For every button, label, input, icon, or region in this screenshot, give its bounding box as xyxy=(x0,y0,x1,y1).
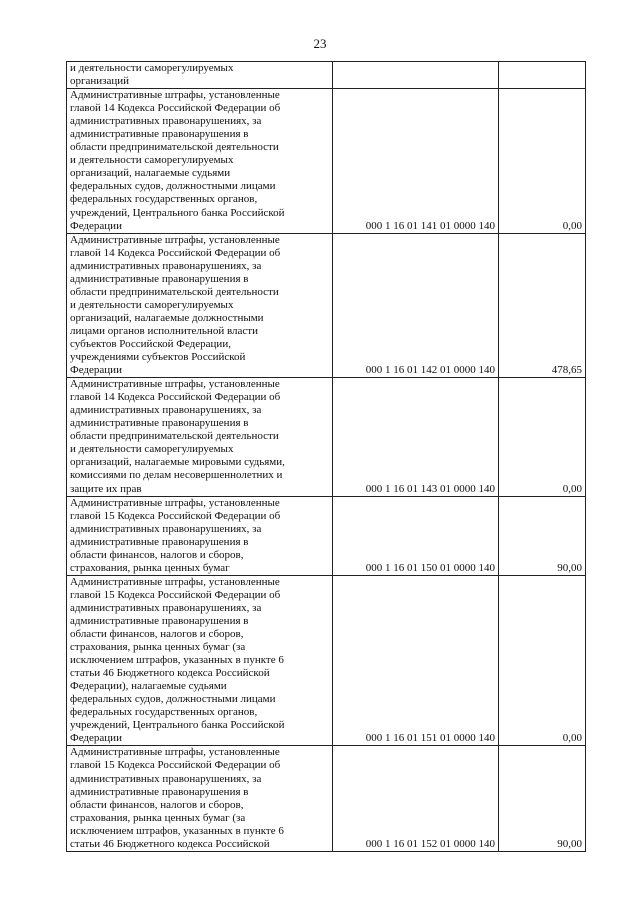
description-line: Административные штрафы, установленные xyxy=(70,89,280,102)
description-line: административных правонарушениях, за xyxy=(70,772,262,785)
description-line: главой 15 Кодекса Российской Федерации об xyxy=(70,588,281,601)
description-line: страхования, рынка ценных бумаг (за xyxy=(70,811,246,824)
description-line: административных правонарушениях, за xyxy=(70,259,262,272)
description-line: и деятельности саморегулируемых xyxy=(70,298,234,311)
table-row xyxy=(67,746,586,851)
cell-budget-code: 000 1 16 01 142 01 0000 140 xyxy=(333,233,499,378)
description-line: административных правонарушениях, за xyxy=(70,601,262,614)
description-line: учреждениями субъектов Российской xyxy=(70,351,246,364)
description-line: федеральных судов, должностными лицами xyxy=(70,180,276,193)
cell-description xyxy=(67,575,333,746)
description-line: статьи 46 Бюджетного кодекса Российской xyxy=(70,667,270,680)
table-row xyxy=(67,496,586,575)
description-line: административные правонарушения в xyxy=(70,614,249,627)
table-row xyxy=(67,575,586,746)
table-row xyxy=(67,62,586,89)
description-line: федеральных государственных органов, xyxy=(70,706,258,719)
cell-description xyxy=(67,378,333,496)
description-line: административные правонарушения в xyxy=(70,417,249,430)
description-line: административных правонарушениях, за xyxy=(70,115,262,128)
description-line: федеральных государственных органов, xyxy=(70,193,258,206)
cell-budget-code: 000 1 16 01 152 01 0000 140 xyxy=(333,746,499,851)
description-line: административные правонарушения в xyxy=(70,128,249,141)
description-line: области финансов, налогов и сборов, xyxy=(70,628,244,641)
description-line: Федерации xyxy=(70,732,122,745)
description-line: административные правонарушения в xyxy=(70,785,249,798)
description-line: организаций, налагаемые судьями xyxy=(70,167,231,180)
table-body xyxy=(67,62,586,852)
description-line: главой 14 Кодекса Российской Федерации об xyxy=(70,246,281,259)
description-line: лицами органов исполнительной власти xyxy=(70,324,258,337)
description-line: учреждений, Центрального банка Российской xyxy=(70,719,285,732)
description-line: Административные штрафы, установленные xyxy=(70,378,280,391)
description-line: статьи 46 Бюджетного кодекса Российской xyxy=(70,837,270,850)
description-line: учреждений, Центрального банка Российской xyxy=(70,206,285,219)
cell-amount xyxy=(499,62,586,89)
description-line: и деятельности саморегулируемых xyxy=(70,154,234,167)
cell-amount: 90,00 xyxy=(499,496,586,575)
description-line: защите их прав xyxy=(70,482,142,495)
description-line: исключением штрафов, указанных в пункте 6 xyxy=(70,824,284,837)
cell-amount: 478,65 xyxy=(499,233,586,378)
cell-amount: 90,00 xyxy=(499,746,586,851)
table-row xyxy=(67,233,586,378)
description-line: и деятельности саморегулируемых xyxy=(70,62,234,74)
page-number: 23 xyxy=(313,36,327,51)
description-line: и деятельности саморегулируемых xyxy=(70,443,234,456)
description-line: организаций, налагаемые мировыми судьями, xyxy=(70,456,285,469)
cell-description xyxy=(67,746,333,851)
description-line: области предпринимательской деятельности xyxy=(70,430,279,443)
cell-budget-code: 000 1 16 01 143 01 0000 140 xyxy=(333,378,499,496)
description-line: Административные штрафы, установленные xyxy=(70,496,280,509)
cell-amount: 0,00 xyxy=(499,575,586,746)
description-line: главой 15 Кодекса Российской Федерации об xyxy=(70,759,281,772)
description-line: административных правонарушениях, за xyxy=(70,404,262,417)
cell-description xyxy=(67,62,333,89)
cell-description xyxy=(67,496,333,575)
cell-description xyxy=(67,233,333,378)
description-line: субъектов Российской Федерации, xyxy=(70,337,231,350)
description-line: Федерации), налагаемые судьями xyxy=(70,680,227,693)
description-line: главой 14 Кодекса Российской Федерации об xyxy=(70,102,281,115)
description-line: Административные штрафы, установленные xyxy=(70,233,280,246)
description-line: организаций, налагаемые должностными xyxy=(70,311,264,324)
description-line: области финансов, налогов и сборов, xyxy=(70,548,244,561)
description-line: области предпринимательской деятельности xyxy=(70,141,279,154)
description-line: исключением штрафов, указанных в пункте 6 xyxy=(70,654,284,667)
cell-budget-code xyxy=(333,62,499,89)
cell-budget-code: 000 1 16 01 151 01 0000 140 xyxy=(333,575,499,746)
table-row xyxy=(67,89,586,234)
cell-amount: 0,00 xyxy=(499,378,586,496)
description-line: Федерации xyxy=(70,219,122,232)
description-line: Административные штрафы, установленные xyxy=(70,575,280,588)
cell-description xyxy=(67,89,333,234)
description-line: страхования, рынка ценных бумаг xyxy=(70,561,230,574)
description-line: главой 15 Кодекса Российской Федерации об xyxy=(70,509,281,522)
table-row xyxy=(67,378,586,496)
description-line: комиссиями по делам несовершеннолетних и xyxy=(70,469,283,482)
description-line: страхования, рынка ценных бумаг (за xyxy=(70,641,246,654)
description-line: Административные штрафы, установленные xyxy=(70,746,280,759)
description-line: административные правонарушения в xyxy=(70,535,249,548)
description-line: административные правонарушения в xyxy=(70,272,249,285)
description-line: организаций xyxy=(70,75,130,88)
cell-amount: 0,00 xyxy=(499,89,586,234)
description-line: федеральных судов, должностными лицами xyxy=(70,693,276,706)
description-line: области финансов, налогов и сборов, xyxy=(70,798,244,811)
description-line: административных правонарушениях, за xyxy=(70,522,262,535)
description-line: главой 14 Кодекса Российской Федерации об xyxy=(70,391,281,404)
cell-budget-code: 000 1 16 01 141 01 0000 140 xyxy=(333,89,499,234)
description-line: Федерации xyxy=(70,364,122,377)
revenue-table xyxy=(66,61,586,852)
description-line: области предпринимательской деятельности xyxy=(70,285,279,298)
cell-budget-code: 000 1 16 01 150 01 0000 140 xyxy=(333,496,499,575)
